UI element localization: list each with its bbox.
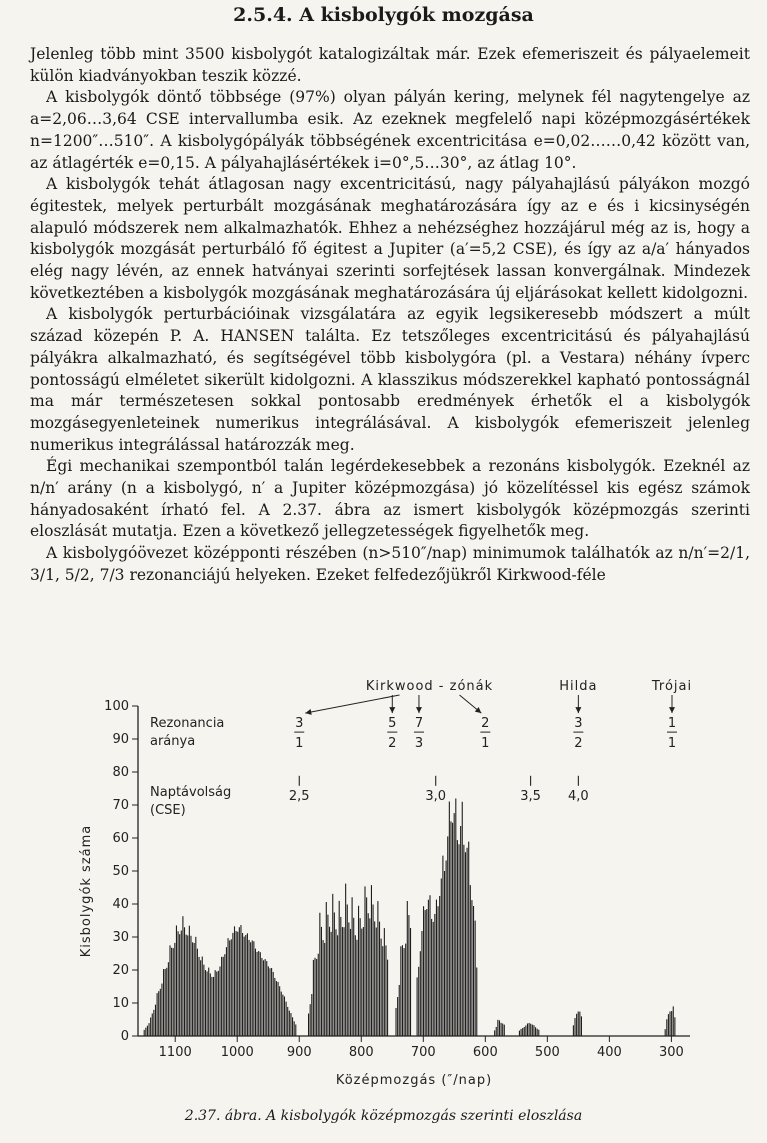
x-tick-label: 600 xyxy=(472,1045,498,1060)
body-text xyxy=(30,44,750,587)
x-axis-label: Középmozgás (″/nap) xyxy=(335,1073,493,1088)
distance-label: 3,0 xyxy=(425,788,447,804)
resonance-numerator: 5 xyxy=(388,716,397,732)
distance-label: 2,5 xyxy=(288,788,310,804)
arrow-head xyxy=(669,707,675,713)
arrow-line xyxy=(305,695,399,713)
resonance-numerator: 2 xyxy=(481,716,490,732)
y-tick-label: 10 xyxy=(112,996,129,1011)
x-tick-label: 1100 xyxy=(158,1045,192,1060)
x-tick-label: 500 xyxy=(534,1045,560,1060)
figure-caption: 2.37. ábra. A kisbolygók középmozgás szerinti eloszlása xyxy=(184,1108,583,1124)
resonance-row-label: aránya xyxy=(150,734,196,750)
resonance-numerator: 1 xyxy=(667,716,677,732)
paragraph: Jelenleg több mint 3500 kisbolygót katalogizáltak már. Ezek efemeriszeit és pályaelemeit külön kiadványokban teszik közzé. xyxy=(30,45,750,85)
distance-label: 3,5 xyxy=(520,788,541,804)
y-tick-label: 0 xyxy=(120,1029,129,1044)
section-heading: 2.5.4. A kisbolygók mozgása xyxy=(233,4,534,26)
paragraph: A kisbolygók tehát átlagosan nagy excentricitású, nagy pályahajlású pályákon mozgó égitestek, melyek perturbált mozgásának meghatározására így az e és i kicsinységén alapuló módszerek nem alkalmazhatók. Ehhez a nehézséghez hozzájárul még az is, hogy a kisbolygók mozgását perturbáló fő égitest a Jupiter (a′=5,2 CSE), és így az a/a′ hányados elég nagy lévén, az ennek hatványai szerinti sorfejtések lassan konvergálnak. Mindezek következtében a kisbolygók mozgásának meghatározására új eljárásokat kellett kidolgozni. xyxy=(30,175,750,302)
trojan-label: Trójai xyxy=(651,679,693,694)
distance-row-label: (CSE) xyxy=(150,802,186,818)
x-tick-label: 1000 xyxy=(220,1045,254,1060)
y-tick-label: 50 xyxy=(112,864,129,879)
resonance-numerator: 7 xyxy=(414,716,424,732)
hilda-label: Hilda xyxy=(559,679,598,694)
resonance-denominator: 2 xyxy=(388,736,397,752)
y-tick-label: 70 xyxy=(112,798,129,813)
x-tick-label: 300 xyxy=(658,1045,684,1060)
kirkwood-zones-label: Kirkwood - zónák xyxy=(365,679,494,694)
resonance-denominator: 1 xyxy=(667,736,677,752)
paragraph: A kisbolygók döntő többsége (97%) olyan pályán kering, melynek fél nagytengelye az a=2,06…3,64 CSE intervallumba esik. Az ezeknek megfelelő napi középmozgásértékek n=1200″…510″. A kisbolygópályák többségének excentricitása e=0,02……0,42 között van, az átlagérték e=0,15. A pályahajlásértékek i=0°,5…30°, az átlag 10°. xyxy=(30,88,750,172)
resonance-denominator: 2 xyxy=(574,736,583,752)
y-axis-label: Kisbolygók száma xyxy=(79,824,94,958)
paragraph: A kisbolygók perturbációinak vizsgálatára az egyik legsikeresebb módszert a múlt század közepén P. A. HANSEN találta. Ez tetszőleges excentricitású és pályahajlású pályákra alkalmazható, és segítségével több kisbolygóra (pl. a Vestara) néhány ívperc pontosságú elméletet sikerült kidolgozni. A klasszikus módszerekkel kapható pontosságnál ma már természetesen sokkal pontosabb eredmények érhetők el a kisbolygók mozgásegyenleteinek numerikus integrálásával. A kisbolygók efemeriszeit jelenleg numerikus integrálással határozzák meg. xyxy=(30,305,750,454)
resonance-denominator: 1 xyxy=(481,736,490,752)
resonance-row-label: Rezonancia xyxy=(150,716,225,732)
x-tick-label: 700 xyxy=(410,1045,436,1060)
arrow-head xyxy=(305,709,311,715)
y-tick-label: 20 xyxy=(112,963,129,978)
x-tick-label: 400 xyxy=(596,1045,622,1060)
paragraph: Égi mechanikai szempontból talán legérdekesebbek a rezonáns kisbolygók. Ezeknél az n/n′ arány (n a kisbolygó, n′ a Jupiter középmozgása) jó közelítéssel kis egész számok hányadosaként írható fel. A 2.37. ábra az ismert kisbolygók középmozgás szerinti eloszlását mutatja. Ezen a következő jellegzetességek figyelhetők meg. xyxy=(30,457,750,541)
histogram-chart xyxy=(60,678,700,1098)
y-tick-label: 100 xyxy=(104,699,129,714)
y-tick-label: 90 xyxy=(112,732,129,747)
y-tick-label: 30 xyxy=(112,930,129,945)
arrow-head xyxy=(575,707,581,713)
distance-row-label: Naptávolság xyxy=(150,784,232,800)
resonance-denominator: 3 xyxy=(414,736,424,752)
x-tick-label: 900 xyxy=(286,1045,312,1060)
resonance-numerator: 3 xyxy=(295,716,304,732)
y-tick-label: 60 xyxy=(112,831,129,846)
distance-label: 4,0 xyxy=(568,788,589,804)
resonance-numerator: 3 xyxy=(574,716,583,732)
x-tick-label: 800 xyxy=(348,1045,374,1060)
y-tick-label: 40 xyxy=(112,897,129,912)
arrow-head xyxy=(416,707,422,713)
resonance-denominator: 1 xyxy=(295,736,304,752)
y-tick-label: 80 xyxy=(112,765,129,780)
paragraph: A kisbolygóövezet középponti részében (n>510″/nap) minimumok találhatók az n/n′=2/1, 3/1, 5/2, 7/3 rezonanciájú helyeken. Ezeket felfedezőjükről Kirkwood-féle xyxy=(30,544,750,584)
arrow-head xyxy=(389,707,395,713)
histogram-figure xyxy=(60,678,700,1098)
